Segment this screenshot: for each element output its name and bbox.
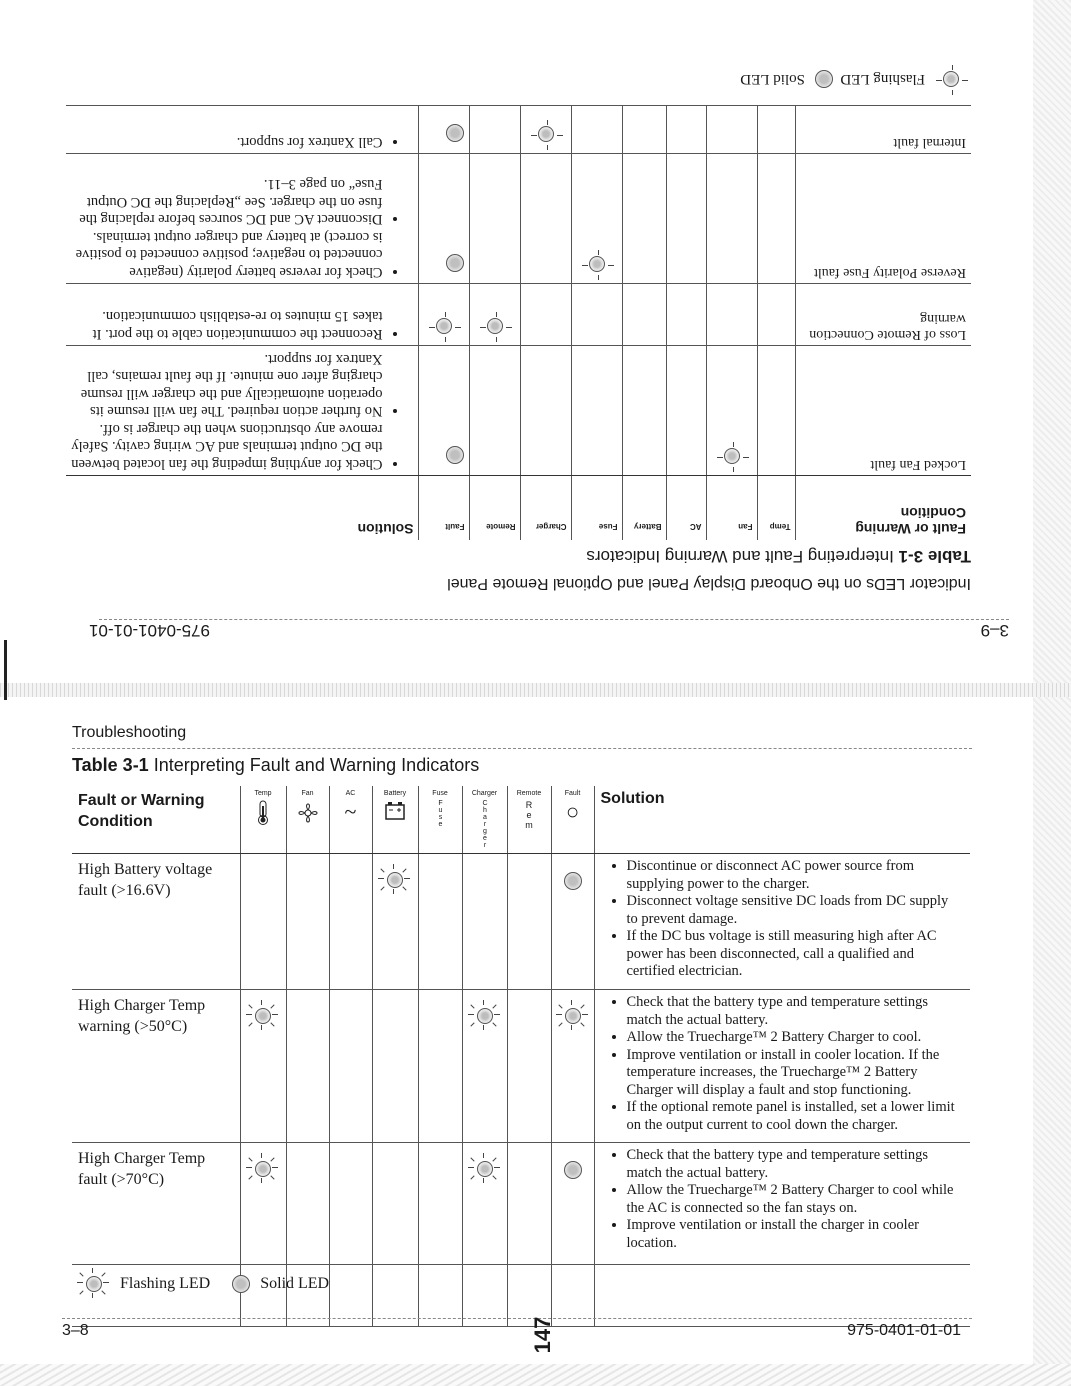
solution-item: • Check that the battery type and temperature settings match the actual battery. — [627, 1147, 957, 1182]
inverted-row-polarity — [66, 154, 971, 284]
flashing-led-icon — [74, 1268, 114, 1300]
inverted-condition: Internal fault — [893, 135, 966, 150]
flashing-led-icon — [243, 1000, 283, 1032]
flashing-led-icon — [425, 310, 465, 342]
led-cell — [551, 990, 594, 1143]
footer-rule — [62, 1318, 972, 1319]
solution-item: • Check that the battery type and temperature settings match the actual battery. — [627, 994, 957, 1029]
scan-bottom-edge — [0, 1364, 1071, 1386]
legend-solid-label: Solid LED — [260, 1275, 330, 1292]
led-header-ac — [329, 786, 372, 854]
inverted-led-ac: AC — [667, 476, 707, 541]
led-cell — [372, 854, 418, 990]
table-name: Interpreting Fault and Warning Indicators — [153, 755, 480, 775]
table-number: Table 3-1 — [72, 755, 149, 775]
solution-item: • Reconnect the communication cable to the port. It takes 15 minutes to re-establish communication. — [71, 307, 383, 342]
inverted-condition-header: Fault or Warning Condition — [796, 476, 971, 541]
led-cell — [551, 854, 594, 990]
flashing-led-icon — [476, 310, 516, 342]
led-cell — [462, 990, 507, 1143]
inverted-legend — [740, 63, 971, 95]
solid-led-icon — [447, 254, 465, 272]
inverted-condition: Locked Fan fault — [870, 457, 966, 472]
table-title — [72, 755, 479, 776]
led-header-fan — [286, 786, 329, 854]
flashing-led-icon — [931, 63, 971, 95]
led-cell — [551, 1143, 594, 1265]
solution-list — [601, 1147, 957, 1252]
inverted-row-remote — [66, 284, 971, 346]
inverted-page-number: 3–9 — [980, 621, 1009, 640]
ac-wave-icon: ~ — [344, 799, 357, 824]
led-cell — [286, 1143, 329, 1265]
inverted-table-name: Interpreting Fault and Warning Indicators — [586, 547, 894, 566]
led-header-fuse — [418, 786, 462, 854]
inverted-section-title: Indicator LEDs on the Onboard Display Panel and Optional Remote Panel — [447, 575, 971, 592]
remote-vertical-label: Rem — [524, 800, 534, 830]
solution-item: • If the DC bus voltage is still measuring high after AC power has been disconnected, call a qualified and certified electrician. — [627, 928, 957, 981]
led-cell — [418, 1143, 462, 1265]
inverted-doc-number: 975-0401-01-01 — [89, 621, 210, 640]
inverted-solution-header: Solution — [66, 476, 419, 541]
led-header-charger — [462, 786, 507, 854]
table-row — [72, 990, 970, 1143]
led-label: Fault — [564, 790, 581, 797]
table-row — [72, 854, 970, 990]
battery-icon — [384, 800, 406, 822]
inverted-solution — [66, 154, 419, 284]
condition-header: Fault or Warning Condition — [72, 786, 240, 854]
inverted-table-title — [586, 546, 971, 566]
led-header-temp — [240, 786, 286, 854]
page-stamp: 147 — [530, 1316, 555, 1354]
led-label: AC — [345, 790, 356, 797]
inverted-row-locked-fan — [66, 346, 971, 476]
solution-list — [601, 994, 957, 1134]
led-cell — [507, 854, 551, 990]
inverted-solution — [66, 284, 419, 346]
led-cell — [372, 990, 418, 1143]
solution-item: • No further action required. The fan will resume its operation automatically and the charger will resume charging after one minute. If the fault remains, call Xantrex for support. — [71, 350, 383, 420]
led-cell — [240, 990, 286, 1143]
document-number: 975-0401-01-01 — [847, 1322, 961, 1339]
inverted-led-charger: Charger — [521, 476, 572, 541]
led-cell — [286, 990, 329, 1143]
flashing-led-icon — [527, 118, 567, 150]
solution-item: • Disconnect AC and DC sources before replacing the fuse on the charger. See „Replacing the DC Output Fuse“ on page 3–11. — [71, 175, 383, 228]
led-cell — [329, 854, 372, 990]
led-cell — [329, 990, 372, 1143]
flashing-led-icon — [465, 1000, 505, 1032]
led-label: Temp — [254, 790, 272, 797]
flashing-led-icon — [375, 864, 415, 896]
led-legend — [74, 1268, 351, 1300]
fault-table — [72, 786, 970, 1327]
solution-item: • Improve ventilation or install the charger in cooler location. — [627, 1217, 957, 1252]
inverted-table-number: Table 3-1 — [898, 547, 971, 566]
solid-led-icon — [815, 70, 833, 88]
inverted-led-fan: Fan — [707, 476, 758, 541]
solution-item: • Allow the Truecharge™ 2 Battery Charger to cool. — [627, 1029, 957, 1047]
fault-circle-icon: ○ — [565, 799, 580, 824]
solution-item: • Check for reverse battery polarity (negative connected to negative; positive connected to positive is correct) at battery and charger output terminals. — [71, 228, 383, 281]
solution-cell — [594, 1143, 970, 1265]
flashing-led-icon — [465, 1153, 505, 1185]
section-label: Troubleshooting — [72, 724, 187, 741]
fan-icon — [295, 800, 321, 826]
charger-vertical-label: Charger — [481, 800, 489, 849]
solution-item: • Disconnect voltage sensitive DC loads from DC supply to prevent damage. — [627, 893, 957, 928]
led-cell — [240, 1143, 286, 1265]
legend-flashing-label: Flashing LED — [120, 1275, 211, 1292]
led-cell — [418, 854, 462, 990]
solution-header: Solution — [594, 786, 970, 854]
flashing-led-icon — [243, 1153, 283, 1185]
solution-cell — [594, 990, 970, 1143]
led-label: Battery — [383, 790, 407, 797]
inverted-legend-flashing: Flashing LED — [840, 71, 925, 88]
inverted-led-temp: Temp — [758, 476, 796, 541]
led-cell — [462, 1143, 507, 1265]
inverted-legend-solid: Solid LED — [740, 71, 805, 88]
solution-item: • Check for anything impeding the fan located between the DC output terminals and AC wiring cavity. Safely remove any obstructions when the charger is off. — [71, 420, 383, 473]
solution-item: • Call Xantrex for support. — [71, 133, 383, 151]
table-row — [72, 1143, 970, 1265]
legend-solid — [232, 1275, 329, 1293]
fuse-vertical-label: Fuse — [437, 800, 444, 828]
led-header-battery — [372, 786, 418, 854]
inverted-solution — [66, 346, 419, 476]
led-label: Remote — [516, 790, 542, 797]
solid-led-icon — [564, 872, 582, 890]
solid-led-icon — [447, 124, 465, 142]
solution-cell — [594, 854, 970, 990]
inverted-condition: Loss of Remote Connection warning — [809, 311, 966, 342]
table-header-row — [72, 786, 970, 854]
solution-item: • Improve ventilation or install in cooler location. If the temperature increases, the Truecharge™ 2 Battery Charger will display a fault and stop functioning. — [627, 1047, 957, 1100]
inverted-led-fuse: Fuse — [572, 476, 623, 541]
inverted-fault-table — [66, 105, 971, 540]
led-cell — [329, 1143, 372, 1265]
inverted-condition: Reverse Polarity Fuse fault — [813, 265, 966, 280]
solid-led-icon — [447, 446, 465, 464]
flashing-led-icon — [713, 440, 753, 472]
led-cell — [507, 1143, 551, 1265]
fold-mark — [4, 640, 7, 700]
solid-led-icon — [564, 1161, 582, 1179]
solution-list — [601, 858, 957, 981]
led-header-remote — [507, 786, 551, 854]
flashing-led-icon — [553, 1000, 593, 1032]
section-rule — [72, 748, 972, 749]
led-label: Charger — [471, 790, 498, 797]
fault-condition: High Charger Temp fault (>70°C) — [78, 1150, 206, 1188]
led-cell — [240, 854, 286, 990]
solution-item: • Discontinue or disconnect AC power source from supplying power to the charger. — [627, 858, 957, 893]
inverted-page — [0, 0, 1071, 680]
page-number: 3–8 — [62, 1322, 89, 1339]
inverted-top-rule — [99, 619, 1009, 620]
inverted-table-header — [66, 476, 971, 541]
inverted-led-battery: Battery — [623, 476, 667, 541]
led-label: Fan — [301, 790, 314, 797]
inverted-led-fault: Fault — [419, 476, 470, 541]
led-header-fault — [551, 786, 594, 854]
inverted-row-internal — [66, 106, 971, 154]
legend-flashing — [74, 1268, 210, 1300]
solid-led-icon — [232, 1275, 250, 1293]
thermometer-icon — [256, 800, 270, 826]
led-cell — [418, 990, 462, 1143]
page-fold — [0, 683, 1071, 697]
solution-item: • If the optional remote panel is installed, set a lower limit on the output current to cool down the charger. — [627, 1099, 957, 1134]
fault-condition: High Charger Temp warning (>50°C) — [78, 997, 206, 1035]
solution-item: • Allow the Truecharge™ 2 Battery Charger to cool while the AC is connected so the fan stays on. — [627, 1182, 957, 1217]
inverted-led-remote: Remote — [470, 476, 521, 541]
led-cell — [372, 1143, 418, 1265]
led-label: Fuse — [432, 790, 448, 797]
led-cell — [286, 854, 329, 990]
flashing-led-icon — [578, 248, 618, 280]
inverted-solution — [66, 106, 419, 154]
led-cell — [507, 990, 551, 1143]
fault-condition: High Battery voltage fault (>16.6V) — [78, 861, 213, 899]
led-cell — [462, 854, 507, 990]
